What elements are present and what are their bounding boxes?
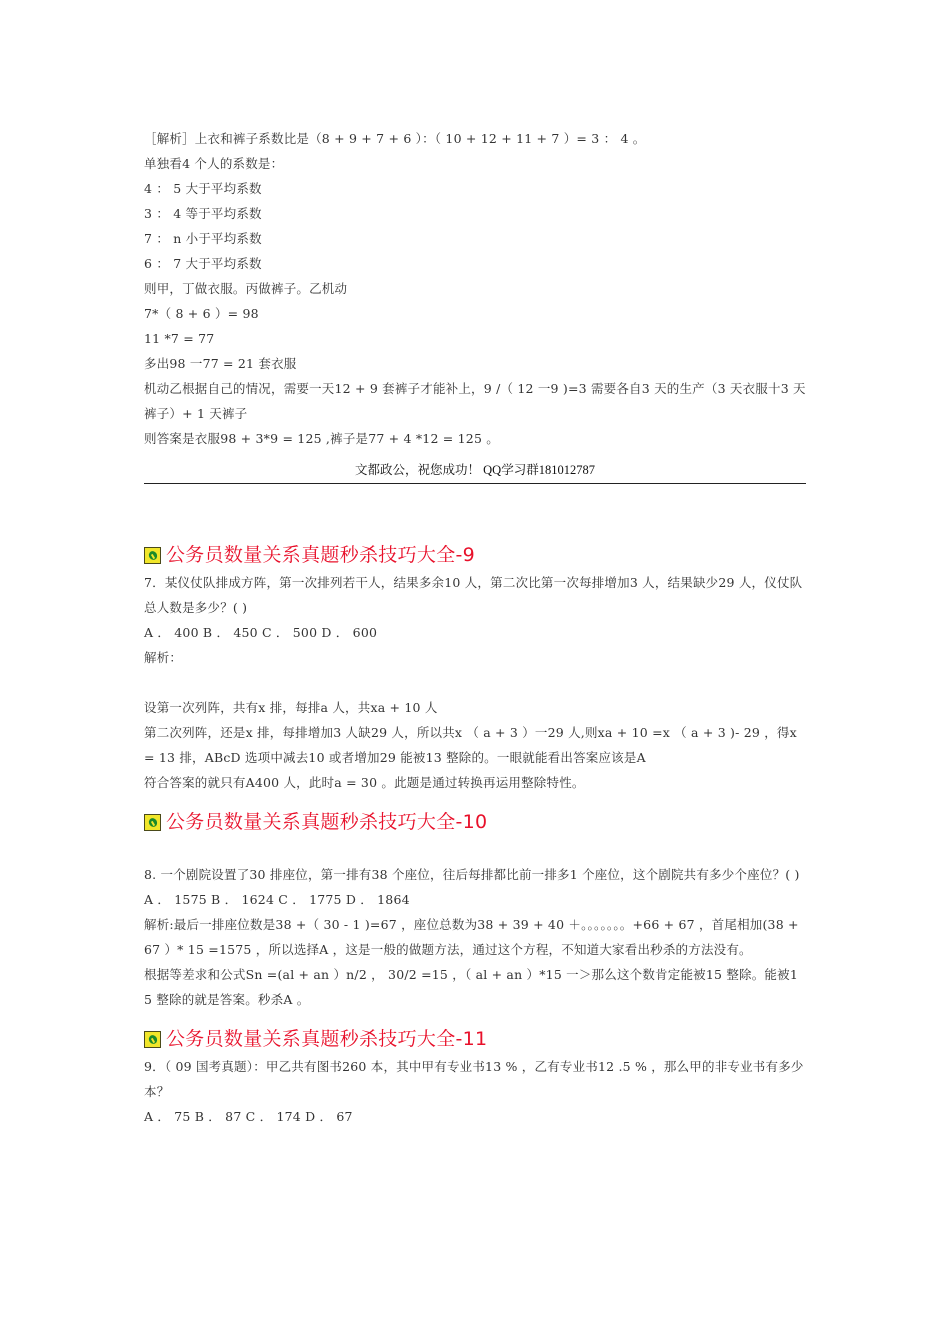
bullet-icon bbox=[144, 814, 161, 831]
analysis-block bbox=[144, 126, 806, 451]
text-line: 3 ： 4 等于平均系数 bbox=[144, 206, 262, 221]
text-line: 第二次列阵，还是x 排，每排增加3 人缺29 人，所以共x （ a + 3 ）一29 人,则xa + 10 =x （ a + 3 )- 29 ，得x = 13 排，ABcD 选项中减去10 或者增加29 能被13 整除的。一眼就能看出答案应该是A bbox=[144, 725, 797, 765]
text-line: ［解析］上衣和裤子系数比是（8 + 9 + 7 + 6 ）：（ 10 + 12 + 11 + 7 ）= 3 ： 4 。 bbox=[144, 131, 646, 146]
text-line: 4 ： 5 大于平均系数 bbox=[144, 181, 262, 196]
question-text: 7．某仪仗队排成方阵，第一次排列若干人，结果多余10 人，第二次比第一次每排增加3 人，结果缺少29 人，仪仗队总人数是多少？( ) bbox=[144, 575, 803, 615]
analysis-text: 根据等差求和公式Sn =(al + an ）n/2 ， 30/2 =15 ，（ al + an ）*15 一＞那么这个数肯定能被15 整除。能被15 整除的就是答案。秒杀A 。 bbox=[144, 967, 798, 1007]
text-line: 多出98 一77 = 21 套衣服 bbox=[144, 356, 297, 371]
bullet-icon bbox=[144, 1031, 161, 1048]
answer-options: A ． 400 B ． 450 C ． 500 D ． 600 bbox=[144, 625, 378, 640]
text-line: 6 ： 7 大于平均系数 bbox=[144, 256, 262, 271]
answer-options: A ． 75 B ． 87 C ． 174 D ． 67 bbox=[144, 1109, 353, 1124]
document-page bbox=[144, 126, 806, 1129]
text-line: 机动乙根据自己的情况，需要一天12 + 9 套裤子才能补上，9 /（ 12 一9 )=3 需要各自3 天的生产（3 天衣服十3 天裤子）+ 1 天裤子 bbox=[144, 381, 806, 421]
section-title: 公务员数量关系真题秒杀技巧大全-11 bbox=[166, 1028, 488, 1050]
section-heading-11 bbox=[144, 1024, 806, 1054]
answer-options: A ． 1575 B ． 1624 C ． 1775 D ． 1864 bbox=[144, 892, 410, 907]
section-title: 公务员数量关系真题秒杀技巧大全-9 bbox=[166, 544, 476, 566]
analysis-label: 解析： bbox=[144, 650, 183, 665]
analysis-text: 解析:最后一排座位数是38 +（ 30 - 1 )=67 ，座位总数为38 + 39 + 40 ＋。。。。。。。+66 + 67 ，首尾相加(38 + 67 ）* 15 =1575 ，所以选择A ，这是一般的做题方法，通过这个方程，不知道大家看出秒杀的方法没有。 bbox=[144, 917, 799, 957]
text-line: 7*（ 8 + 6 ）= 98 bbox=[144, 306, 259, 321]
bullet-icon bbox=[144, 547, 161, 564]
page-footer: 文都政公，祝您成功！ QQ学习群181012787 bbox=[355, 463, 595, 477]
text-line: 符合答案的就只有A400 人，此时a = 30 。此题是通过转换再运用整除特性。 bbox=[144, 775, 585, 790]
text-line: 则答案是衣服98 + 3*9 = 125 ,裤子是77 + 4 *12 = 125 。 bbox=[144, 431, 499, 446]
section-title: 公务员数量关系真题秒杀技巧大全-10 bbox=[166, 811, 488, 833]
text-line: 单独看4 个人的系数是： bbox=[144, 156, 284, 171]
text-line: 11 *7 = 77 bbox=[144, 331, 215, 346]
question-text: 8. 一个剧院设置了30 排座位，第一排有38 个座位，往后每排都比前一排多1 个座位，这个剧院共有多少个座位？( ) bbox=[144, 867, 800, 882]
text-line: 7 ： n 小于平均系数 bbox=[144, 231, 262, 246]
section-heading-9 bbox=[144, 540, 806, 570]
section-heading-10 bbox=[144, 807, 806, 837]
text-line: 设第一次列阵，共有x 排，每排a 人，共xa + 10 人 bbox=[144, 700, 438, 715]
text-line: 则甲，丁做衣服。丙做裤子。乙机动 bbox=[144, 281, 348, 296]
question-text: 9．（ 09 国考真题）：甲乙共有图书260 本，其中甲有专业书13 % ，乙有专业书12 .5 % ，那么甲的非专业书有多少本？ bbox=[144, 1059, 804, 1099]
